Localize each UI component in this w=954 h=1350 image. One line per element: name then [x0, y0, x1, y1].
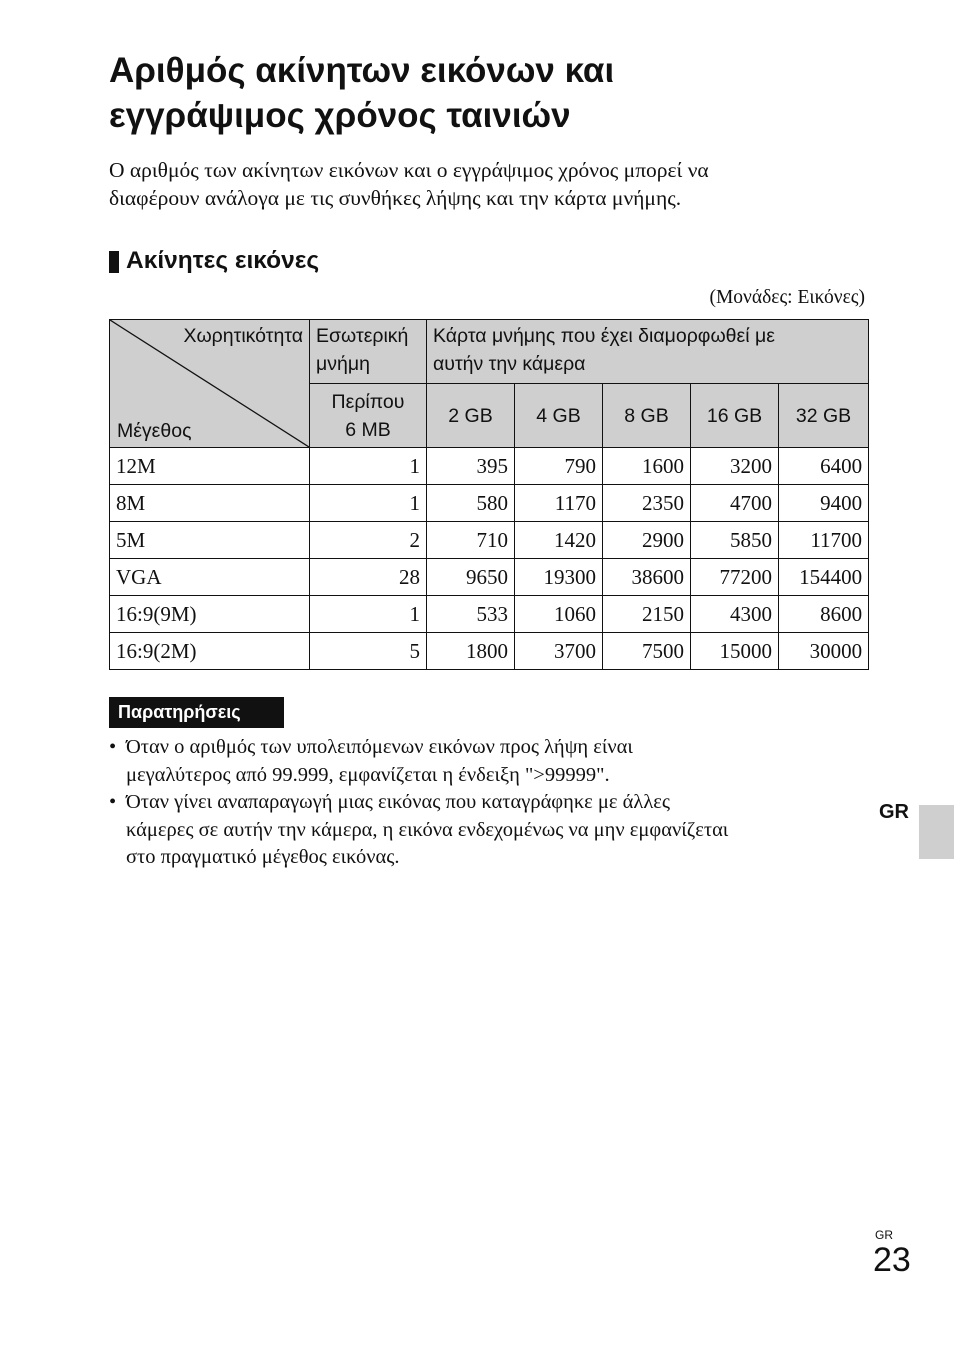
memory-card-header-line-2: αυτήν την κάμερα	[433, 353, 586, 375]
table-cell: 3700	[515, 633, 603, 670]
table-cell: 1420	[515, 522, 603, 559]
internal-memory-header	[310, 320, 427, 384]
table-cell: 1060	[515, 596, 603, 633]
table-row	[110, 448, 869, 485]
intro-line-2: διαφέρουν ανάλογα με τις συνθήκες λήψης και την κάρτα μνήμης.	[109, 186, 682, 210]
page-title-line-2: εγγράψιμος χρόνος ταινιών	[109, 96, 571, 135]
page-number: 23	[873, 1241, 911, 1279]
table-cell: 1170	[515, 485, 603, 522]
intro-line-1: Ο αριθμός των ακίνητων εικόνων και ο εγγράψιμος χρόνος μπορεί να	[109, 158, 709, 182]
table-row	[110, 559, 869, 596]
image-size-cell: VGA	[110, 559, 310, 596]
internal-capacity-header	[310, 384, 427, 448]
table-cell: 2900	[603, 522, 691, 559]
table-row	[110, 522, 869, 559]
table-cell: 1	[310, 485, 427, 522]
table-cell: 4700	[691, 485, 779, 522]
table-header-row-1	[110, 320, 869, 384]
table-cell: 2	[310, 522, 427, 559]
list-item	[109, 789, 869, 872]
card-column-header: 32 GB	[779, 384, 869, 448]
bullet-icon: •	[109, 736, 117, 758]
section-heading	[109, 245, 319, 277]
language-side-tab-label: GR	[879, 801, 909, 823]
capacity-table	[109, 319, 869, 670]
table-cell: 1600	[603, 448, 691, 485]
memory-card-header	[427, 320, 869, 384]
notes-list	[109, 734, 869, 872]
internal-capacity-line-1: Περίπου	[331, 390, 405, 413]
note-line: μεγαλύτερος από 99.999, εμφανίζεται η ένδειξη ">99999".	[126, 763, 610, 786]
image-size-cell: 8M	[110, 485, 310, 522]
note-line: κάμερες σε αυτήν την κάμερα, η εικόνα ενδεχομένως να μην εμφανίζεται	[126, 818, 729, 841]
table-row	[110, 596, 869, 633]
section-marker-icon	[109, 251, 119, 273]
table-cell: 7500	[603, 633, 691, 670]
table-cell: 11700	[779, 522, 869, 559]
intro-paragraph	[109, 156, 869, 212]
corner-size-label: Μέγεθος	[117, 420, 192, 442]
note-line: Όταν γίνει αναπαραγωγή μιας εικόνας που καταγράφηκε με άλλες	[126, 791, 670, 813]
page-language-code: GR	[875, 1228, 893, 1242]
card-column-header: 8 GB	[603, 384, 691, 448]
table-corner-cell	[110, 320, 310, 448]
table-cell: 395	[427, 448, 515, 485]
internal-memory-header-line-2: μνήμη	[316, 353, 370, 375]
table-cell: 6400	[779, 448, 869, 485]
notes-label: Παρατηρήσεις	[109, 697, 284, 728]
card-column-header: 2 GB	[427, 384, 515, 448]
table-cell: 2150	[603, 596, 691, 633]
image-size-cell: 16:9(9M)	[110, 596, 310, 633]
image-size-cell: 16:9(2M)	[110, 633, 310, 670]
internal-capacity-line-2: 6 MB	[345, 418, 391, 441]
list-item	[109, 734, 869, 789]
table-cell: 1800	[427, 633, 515, 670]
image-size-cell: 5M	[110, 522, 310, 559]
table-cell: 38600	[603, 559, 691, 596]
table-cell: 8600	[779, 596, 869, 633]
table-cell: 30000	[779, 633, 869, 670]
table-cell: 2350	[603, 485, 691, 522]
table-cell: 790	[515, 448, 603, 485]
memory-card-header-line-1: Κάρτα μνήμης που έχει διαμορφωθεί με	[433, 325, 775, 347]
note-line: Όταν ο αριθμός των υπολειπόμενων εικόνων προς λήψη είναι	[126, 736, 633, 758]
units-note: (Μονάδες: Εικόνες)	[709, 287, 865, 308]
table-cell: 1	[310, 596, 427, 633]
table-cell: 5	[310, 633, 427, 670]
image-size-cell: 12M	[110, 448, 310, 485]
card-column-header: 16 GB	[691, 384, 779, 448]
table-cell: 580	[427, 485, 515, 522]
language-side-tab	[919, 805, 954, 859]
table-cell: 710	[427, 522, 515, 559]
table-cell: 9400	[779, 485, 869, 522]
corner-capacity-label: Χωρητικότητα	[183, 325, 303, 347]
table-cell: 154400	[779, 559, 869, 596]
table-cell: 533	[427, 596, 515, 633]
table-row	[110, 633, 869, 670]
internal-memory-header-line-1: Εσωτερική	[316, 325, 409, 347]
table-cell: 9650	[427, 559, 515, 596]
note-line: στο πραγματικό μέγεθος εικόνας.	[126, 846, 400, 868]
section-heading-text: Ακίνητες εικόνες	[126, 247, 320, 274]
bullet-icon: •	[109, 791, 117, 813]
page-title-line-1: Αριθμός ακίνητων εικόνων και	[109, 51, 615, 90]
card-column-header: 4 GB	[515, 384, 603, 448]
page-title	[109, 48, 614, 138]
table-cell: 4300	[691, 596, 779, 633]
table-cell: 1	[310, 448, 427, 485]
table-row	[110, 485, 869, 522]
table-cell: 3200	[691, 448, 779, 485]
table-cell: 19300	[515, 559, 603, 596]
table-cell: 77200	[691, 559, 779, 596]
table-cell: 5850	[691, 522, 779, 559]
table-cell: 28	[310, 559, 427, 596]
table-cell: 15000	[691, 633, 779, 670]
